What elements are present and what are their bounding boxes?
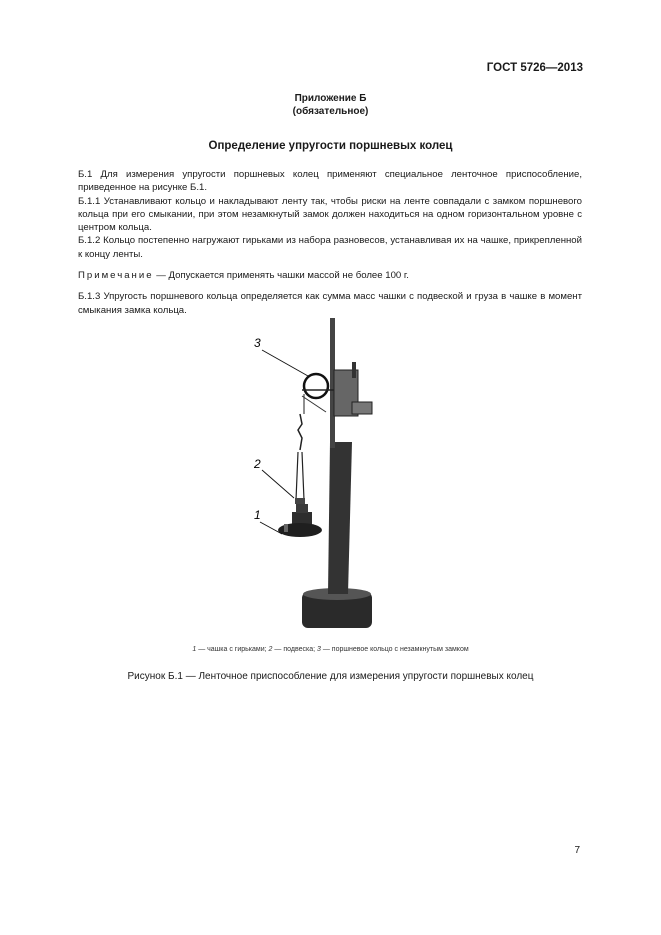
hanger-hook (295, 498, 305, 504)
legend-num-3: 3 (317, 646, 321, 653)
legend-num-1: 1 (192, 646, 197, 653)
leader-1 (260, 522, 282, 534)
figure-title: Рисунок Б.1 — Ленточное приспособление для измерения упругости поршневых колец (127, 671, 534, 682)
paragraph-b1-3: Б.1.3 Упругость поршневого кольца определяется как сумма масс чашки с подвеской и груза в чашке в момент смыкания замка кольца. (78, 291, 582, 316)
note-label: Примечание (78, 270, 154, 282)
paragraph-b1-2: Б.1.2 Кольцо постепенно нагружают гирьками из набора разновесов, устанавливая их на чашке, прикрепленной к концу ленты. (78, 235, 582, 260)
annex-title: Приложение Б (294, 93, 367, 104)
paragraph-b1: Б.1 Для измерения упругости поршневых колец применяют специальное ленточное приспособление, приведенное на рисунке Б.1. (78, 169, 582, 194)
callout-3: 3 (254, 336, 261, 350)
legend-text-2: — подвеска; (274, 646, 316, 653)
hanger (296, 452, 304, 500)
body-text (78, 168, 582, 317)
legend-num-2: 2 (268, 646, 273, 653)
figure-b1-illustration (240, 312, 390, 632)
annex-heading (0, 92, 661, 118)
small-weight (284, 524, 288, 532)
annex-status: (обязательное) (292, 106, 369, 117)
note (78, 269, 582, 282)
legend-text-1: — чашка с гирьками; (198, 646, 267, 653)
legend-text-3: — поршневое кольцо с незамкнутым замком (322, 646, 469, 653)
piston-ring (304, 374, 328, 398)
page-number: 7 (574, 845, 580, 856)
callout-2: 2 (254, 457, 261, 471)
clamp-arm (352, 402, 372, 414)
leader-2 (262, 470, 294, 498)
note-text: Допускается применять чашки массой не более 100 г. (168, 270, 409, 282)
note-dash: — (156, 270, 166, 282)
leader-3 (262, 350, 308, 376)
figure-legend (0, 646, 661, 653)
hanger-chain (298, 414, 302, 450)
stand-column (328, 442, 352, 594)
ring-tester-drawing (240, 312, 390, 632)
section-title: Определение упругости поршневых колец (208, 140, 453, 152)
standard-code: ГОСТ 5726—2013 (486, 62, 583, 74)
callout-1: 1 (254, 508, 261, 522)
clamp-screw (352, 362, 356, 378)
weight-top (296, 504, 308, 513)
paragraph-b1-1: Б.1.1 Устанавливают кольцо и накладывают ленту так, чтобы риски на ленте совпадали с замком поршневого кольца при его смыкании, при этом незамкнутый замок должен находиться на одном горизонтальном уровне с центром кольца. (78, 195, 582, 234)
